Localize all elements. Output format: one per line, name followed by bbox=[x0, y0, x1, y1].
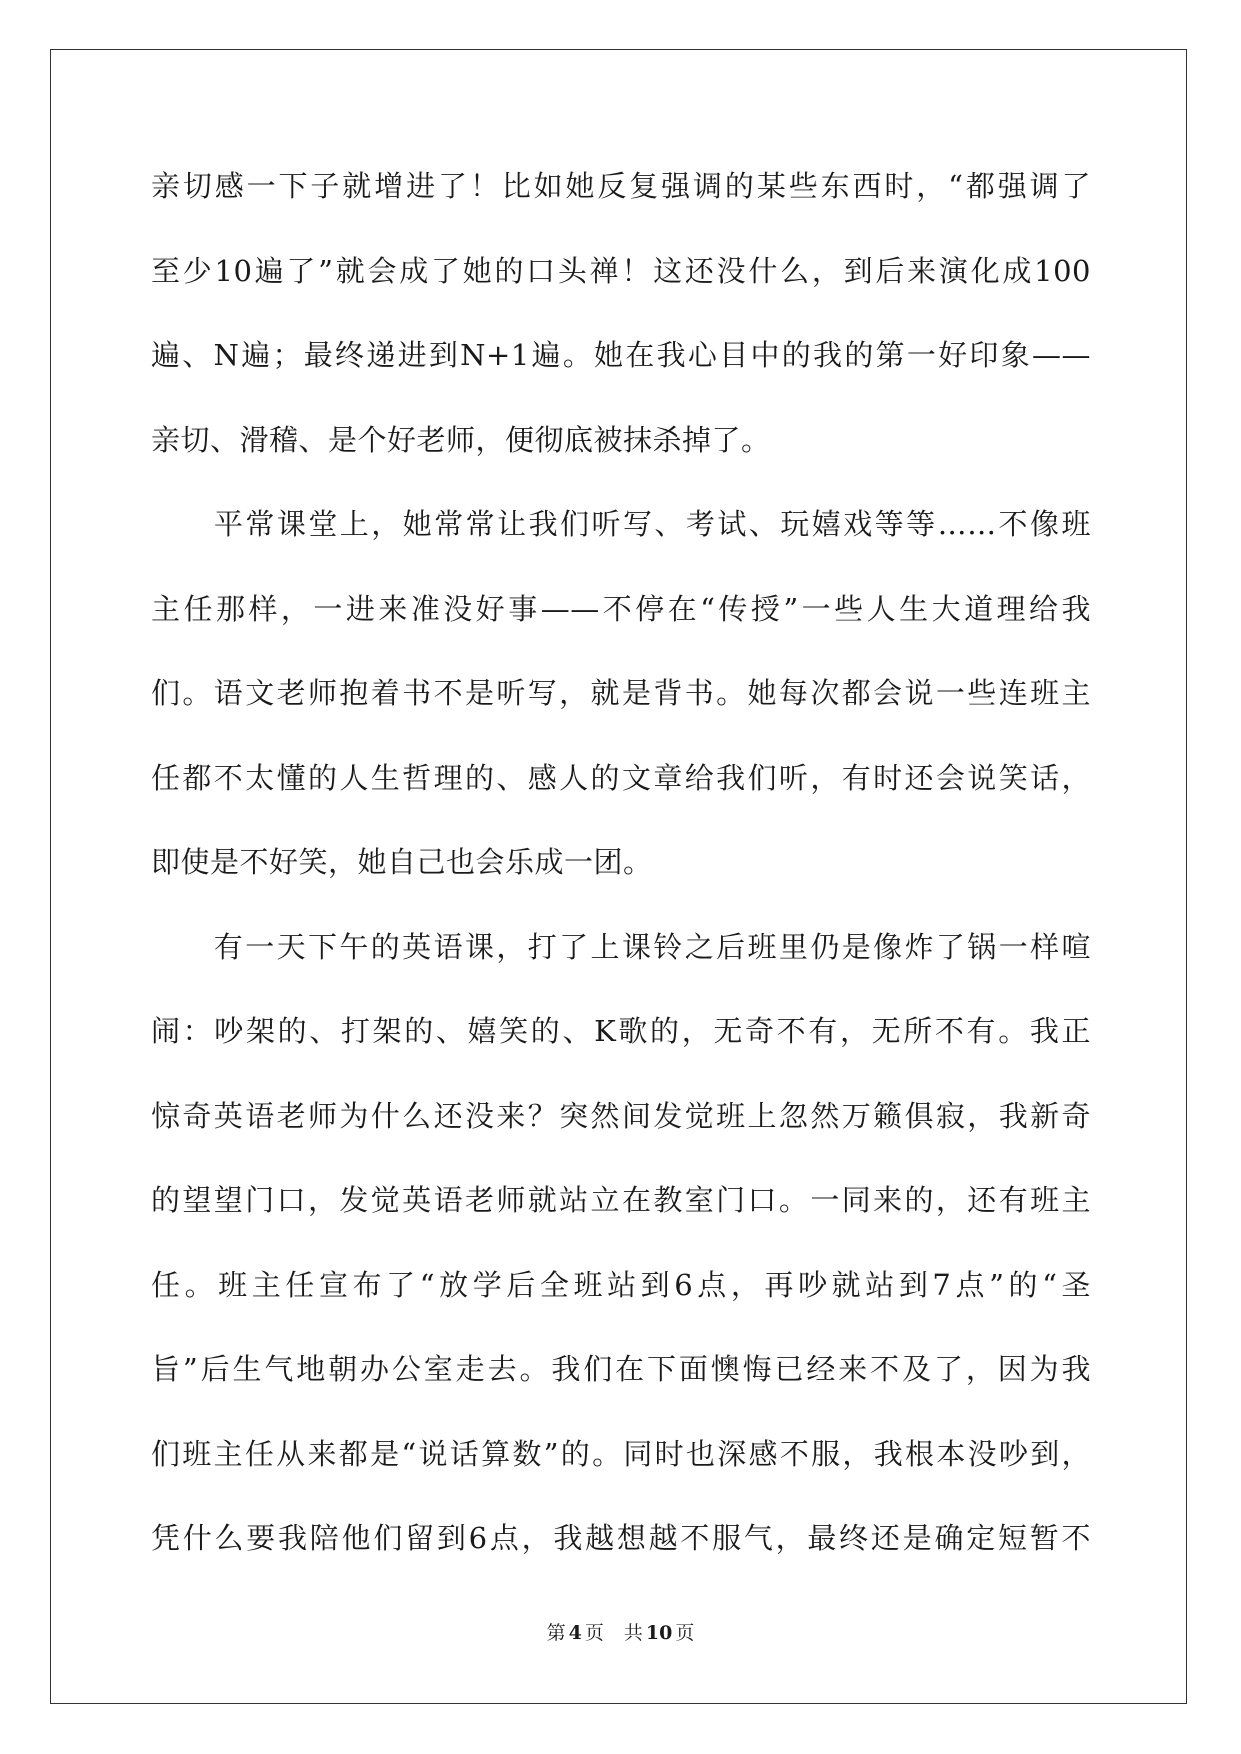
total-suffix: 页 bbox=[675, 1622, 695, 1644]
text-line-5: 平常课堂上，她常常让我们听写、考试、玩嬉戏等等……不像班 bbox=[151, 507, 1091, 541]
page-total: 10 bbox=[645, 1622, 673, 1644]
text-line-17: 凭什么要我陪他们留到6点，我越想越不服气，最终还是确定短暂不 bbox=[151, 1521, 1091, 1555]
text-line-9: 即使是不好笑，她自己也会乐成一团。 bbox=[151, 845, 653, 879]
text-line-3: 遍、N遍；最终递进到N+1遍。她在我心目中的我的第一好印象—— bbox=[151, 338, 1091, 372]
text-line-1: 亲切感一下子就增进了！比如她反复强调的某些东西时，“都强调了 bbox=[151, 169, 1091, 203]
text-line-15: 旨”后生气地朝办公室走去。我们在下面懊悔已经来不及了，因为我 bbox=[151, 1352, 1091, 1386]
text-line-10: 有一天下午的英语课，打了上课铃之后班里仍是像炸了锅一样喧 bbox=[151, 929, 1091, 964]
text-line-8: 任都不太懂的人生哲理的、感人的文章给我们听，有时还会说笑话， bbox=[151, 760, 1091, 795]
text-line-6: 主任那样，一进来准没好事——不停在“传授”一些人生大道理给我 bbox=[151, 591, 1091, 626]
page-prefix: 第 bbox=[546, 1622, 566, 1644]
page-current: 4 bbox=[568, 1622, 582, 1644]
text-line-2: 至少10遍了”就会成了她的口头禅！这还没什么，到后来演化成100 bbox=[151, 253, 1091, 288]
page-suffix: 页 bbox=[584, 1622, 604, 1644]
page-footer bbox=[0, 1618, 1241, 1645]
text-line-12: 惊奇英语老师为什么还没来？突然间发觉班上忽然万籁俱寂，我新奇 bbox=[151, 1098, 1091, 1133]
text-line-7: 们。语文老师抱着书不是听写，就是背书。她每次都会说一些连班主 bbox=[151, 676, 1091, 710]
document-body bbox=[151, 154, 1091, 1591]
text-line-4: 亲切、滑稽、是个好老师，便彻底被抹杀掉了。 bbox=[151, 422, 771, 457]
text-line-14: 任。班主任宣布了“放学后全班站到6点，再吵就站到7点”的“圣 bbox=[151, 1267, 1091, 1302]
text-line-16: 们班主任从来都是“说话算数”的。同时也深感不服，我根本没吵到， bbox=[151, 1436, 1091, 1471]
total-prefix: 共 bbox=[623, 1622, 643, 1644]
text-line-13: 的望望门口，发觉英语老师就站立在教室门口。一同来的，还有班主 bbox=[151, 1183, 1091, 1217]
text-line-11: 闹：吵架的、打架的、嬉笑的、K歌的，无奇不有，无所不有。我正 bbox=[151, 1014, 1091, 1048]
